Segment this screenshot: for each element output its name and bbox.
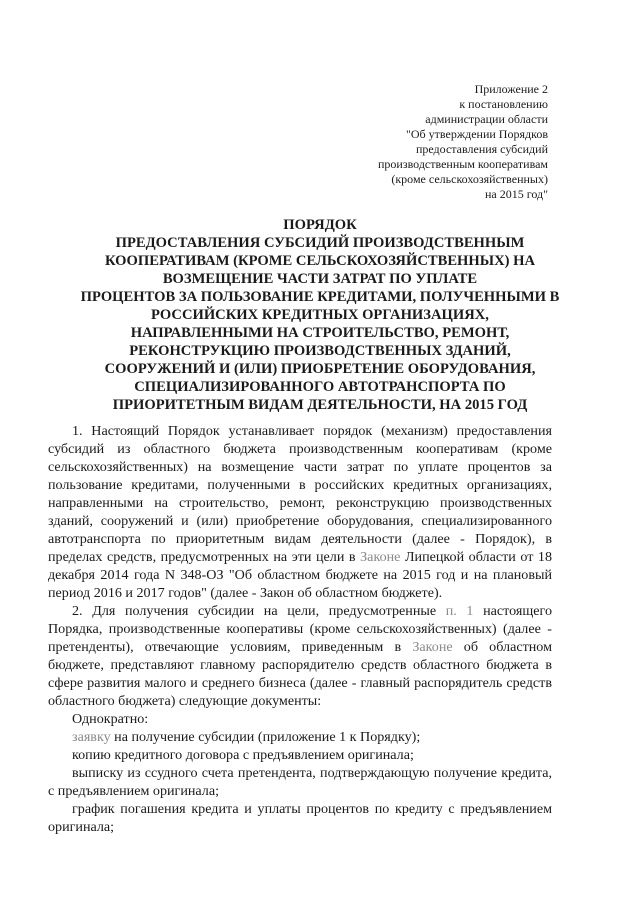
paragraph-6: выписку из ссудного счета претендента, подтверждающую получение кредита, с предъявлением оригинала; <box>48 765 552 799</box>
paragraph-3: Однократно: <box>72 711 149 727</box>
title-line: КООПЕРАТИВАМ (КРОМЕ СЕЛЬСКОХОЗЯЙСТВЕННЫХ) НА <box>104 253 536 269</box>
appendix-line: производственным кооперативам <box>378 157 548 171</box>
document-body <box>48 422 552 836</box>
paragraph-7: график погашения кредита и уплаты процентов по кредиту с предъявлением оригинала; <box>48 801 552 835</box>
title-line: НАПРАВЛЕННЫМИ НА СТРОИТЕЛЬСТВО, РЕМОНТ, <box>130 325 510 341</box>
appendix-line: администрации области <box>425 112 548 126</box>
title-line: ВОЗМЕЩЕНИЕ ЧАСТИ ЗАТРАТ ПО УПЛАТЕ <box>162 271 478 287</box>
appendix-line: (кроме сельскохозяйственных) <box>391 172 548 186</box>
appendix-header <box>288 82 548 202</box>
title-line: РОССИЙСКИХ КРЕДИТНЫХ ОРГАНИЗАЦИЯХ, <box>151 307 489 323</box>
application-link[interactable]: заявку <box>72 729 111 745</box>
appendix-line: "Об утверждении Порядков <box>405 127 548 141</box>
paragraph-text: об областном бюджете, представляют главному распорядителю средств областного бюджета в сфере развития малого и среднего бизнеса (далее - главный распорядитель средств областного бюджета) следующие документы: <box>48 639 552 709</box>
appendix-line: на 2015 год" <box>484 187 548 201</box>
clause-link[interactable]: п. 1 <box>445 603 474 619</box>
paragraph-4 <box>48 728 552 746</box>
title-line: СООРУЖЕНИЙ И (ИЛИ) ПРИОБРЕТЕНИЕ ОБОРУДОВАНИЯ, <box>104 361 536 377</box>
title-line: ПРЕДОСТАВЛЕНИЯ СУБСИДИЙ ПРОИЗВОДСТВЕННЫМ <box>115 235 525 251</box>
appendix-line: к постановлению <box>459 97 548 111</box>
title-line: ПОРЯДОК <box>283 217 357 233</box>
paragraph-text: 2. Для получения субсидии на цели, предусмотренные <box>72 603 446 619</box>
paragraph-1 <box>48 422 552 602</box>
paragraph-2 <box>48 602 552 710</box>
appendix-line: предоставления субсидий <box>415 142 548 156</box>
law-link[interactable]: Законе <box>412 639 453 655</box>
paragraph-text: настоящего Порядка, производственные кооперативы (кроме сельскохозяйственных) (далее - претенденты), отвечающие условиям, приведенным в <box>48 603 552 655</box>
paragraph-5: копию кредитного договора с предъявлением оригинала; <box>72 747 414 763</box>
title-line: РЕКОНСТРУКЦИЮ ПРОИЗВОДСТВЕННЫХ ЗДАНИЙ, <box>129 343 511 359</box>
appendix-line: Приложение 2 <box>474 82 548 96</box>
paragraph-text: Липецкой области от 18 декабря 2014 года N 348-ОЗ "Об областном бюджете на 2015 год и на плановый период 2016 и 2017 годов" (далее - Закон об областном бюджете). <box>48 549 552 601</box>
title-line: СПЕЦИАЛИЗИРОВАННОГО АВТОТРАНСПОРТА ПО <box>134 379 506 395</box>
paragraph-text: 1. Настоящий Порядок устанавливает порядок (механизм) предоставления субсидий из областного бюджета производственным кооперативам (кроме сельскохозяйственных) на возмещение части затрат по уплате процентов за пользование кредитами, полученными в российских кредитных организациях, направленными на строительство, ремонт, реконструкцию производственных зданий, сооружений и (или) приобретение оборудования, специализированного автотранспорта по приоритетным видам деятельности (далее - Порядок), в пределах средств, предусмотренных на эти цели в <box>48 423 552 565</box>
document-title <box>40 216 600 414</box>
title-line: ПРОЦЕНТОВ ЗА ПОЛЬЗОВАНИЕ КРЕДИТАМИ, ПОЛУЧЕННЫМИ В <box>80 289 560 305</box>
title-line: ПРИОРИТЕТНЫМ ВИДАМ ДЕЯТЕЛЬНОСТИ, НА 2015 ГОД <box>112 397 528 413</box>
law-link[interactable]: Законе <box>360 549 401 565</box>
paragraph-text: на получение субсидии (приложение 1 к Порядку); <box>110 729 421 745</box>
